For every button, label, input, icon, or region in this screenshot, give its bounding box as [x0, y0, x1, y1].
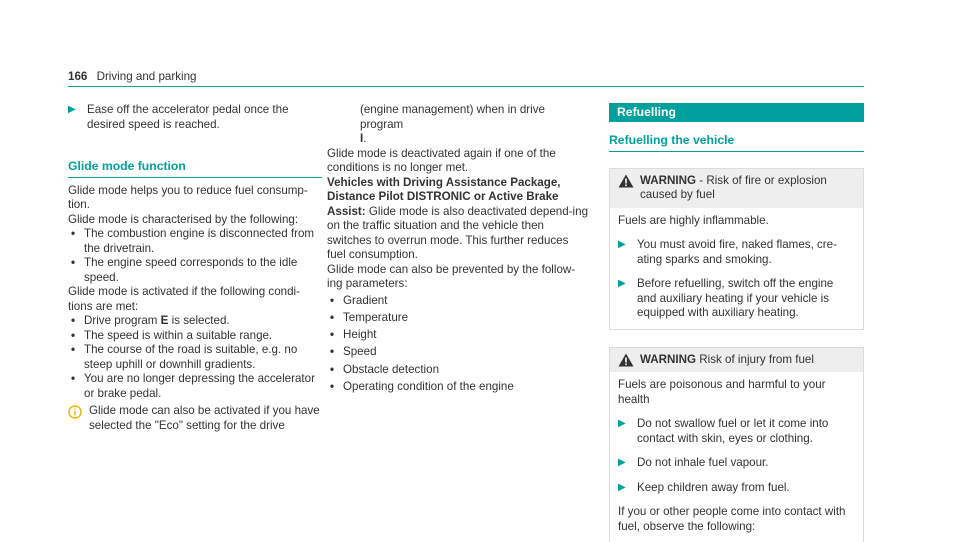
arrow-icon: ▶	[618, 238, 626, 253]
step-item: ▶ Keep children away from fuel.	[618, 481, 855, 496]
step-item: ▶ You must avoid fire, naked flames, cre-ating sparks and smoking.	[618, 238, 855, 267]
step-item: ▶ Do not inhale fuel vapour.	[618, 456, 855, 471]
list-item: • Operating condition of the engine	[327, 378, 589, 395]
column-1	[68, 103, 322, 433]
warning-text: If you or other people come into contact with fuel, observe the following:	[618, 505, 855, 534]
list-item: • The engine speed corresponds to the idle speed.	[68, 256, 322, 285]
bullet-icon: •	[330, 343, 334, 360]
refuelling-section-bar: Refuelling	[609, 103, 864, 122]
bullet-list	[68, 227, 322, 285]
list-item: • Drive program E is selected.	[68, 314, 322, 329]
arrow-icon: ▶	[68, 103, 76, 118]
info-icon	[68, 405, 82, 424]
section-title: Driving and parking	[97, 70, 197, 83]
bullet-icon: •	[330, 326, 334, 343]
glide-mode-heading: Glide mode function	[68, 159, 322, 178]
warning-text: Fuels are highly inflammable.	[618, 214, 855, 229]
list-item: • Speed	[327, 343, 589, 360]
bullet-icon: •	[71, 227, 75, 242]
list-item: • Height	[327, 326, 589, 343]
list-item: • The course of the road is suitable, e.g. no steep uphill or downhill gradients.	[68, 343, 322, 372]
bullet-icon: •	[330, 378, 334, 395]
step-item: ▶ Do not swallow fuel or let it come into contact with skin, eyes or clothing.	[618, 417, 855, 446]
warning-box	[609, 168, 864, 330]
warning-text: Fuels are poisonous and harmful to your health	[618, 378, 855, 407]
list-item: • Gradient	[327, 292, 589, 309]
list-item: • You are no longer depressing the accelerator or brake pedal.	[68, 372, 322, 401]
list-item: • Temperature	[327, 309, 589, 326]
arrow-icon: ▶	[618, 277, 626, 292]
bullet-icon: •	[330, 361, 334, 378]
bullet-icon: •	[330, 292, 334, 309]
bullet-icon: •	[71, 314, 75, 329]
arrow-icon: ▶	[618, 481, 626, 496]
bullet-icon: •	[71, 343, 75, 358]
page-number: 166	[68, 70, 87, 83]
paragraph: Glide mode is activated if the following condi-tions are met:	[68, 285, 322, 314]
paragraph: Vehicles with Driving Assistance Package, Distance Pilot DISTRONIC or Active Brake Assist: Glide mode is also deactivated depend-ing on the traffic situation and the vehicle then switches to overrun mode. This further reduces fuel consumption.	[327, 176, 589, 263]
warning-header: WARNING Risk of injury from fuel	[610, 348, 863, 373]
bullet-icon: •	[71, 256, 75, 271]
paragraph: Glide mode is characterised by the following:	[68, 213, 322, 228]
list-item: • Obstacle detection	[327, 361, 589, 378]
parameter-list	[327, 292, 589, 396]
bullet-icon: •	[71, 372, 75, 387]
bullet-list	[68, 314, 322, 401]
column-3	[609, 103, 864, 542]
step-item	[68, 103, 322, 132]
continued-text: (engine management) when in drive program I.	[327, 103, 589, 147]
warning-box	[609, 347, 864, 542]
paragraph: Glide mode can also be prevented by the follow-ing parameters:	[327, 263, 589, 292]
paragraph: Glide mode is deactivated again if one of the conditions is no longer met.	[327, 147, 589, 176]
warning-header: WARNING - Risk of fire or explosion caused by fuel	[610, 169, 863, 208]
note-text: Glide mode can also be activated if you have selected the "Eco" setting for the drive	[89, 404, 320, 432]
list-item: • The speed is within a suitable range.	[68, 329, 322, 344]
column-2	[327, 103, 589, 395]
step-text: Ease off the accelerator pedal once the desired speed is reached.	[87, 103, 289, 131]
warning-icon	[618, 174, 634, 188]
warning-icon	[618, 353, 634, 367]
list-item: • The combustion engine is disconnected from the drivetrain.	[68, 227, 322, 256]
arrow-icon: ▶	[618, 456, 626, 471]
warning-body	[610, 208, 863, 329]
header-divider	[68, 86, 864, 87]
page-header	[68, 70, 864, 85]
paragraph: Glide mode helps you to reduce fuel consump-tion.	[68, 184, 322, 213]
bullet-icon: •	[330, 309, 334, 326]
info-note	[68, 404, 322, 433]
warning-body	[610, 372, 863, 542]
refuelling-heading: Refuelling the vehicle	[609, 133, 864, 152]
arrow-icon: ▶	[618, 417, 626, 432]
step-item: ▶ Before refuelling, switch off the engine and auxiliary heating if your vehicle is equipped with auxiliary heating.	[618, 277, 855, 321]
bullet-icon: •	[71, 329, 75, 344]
